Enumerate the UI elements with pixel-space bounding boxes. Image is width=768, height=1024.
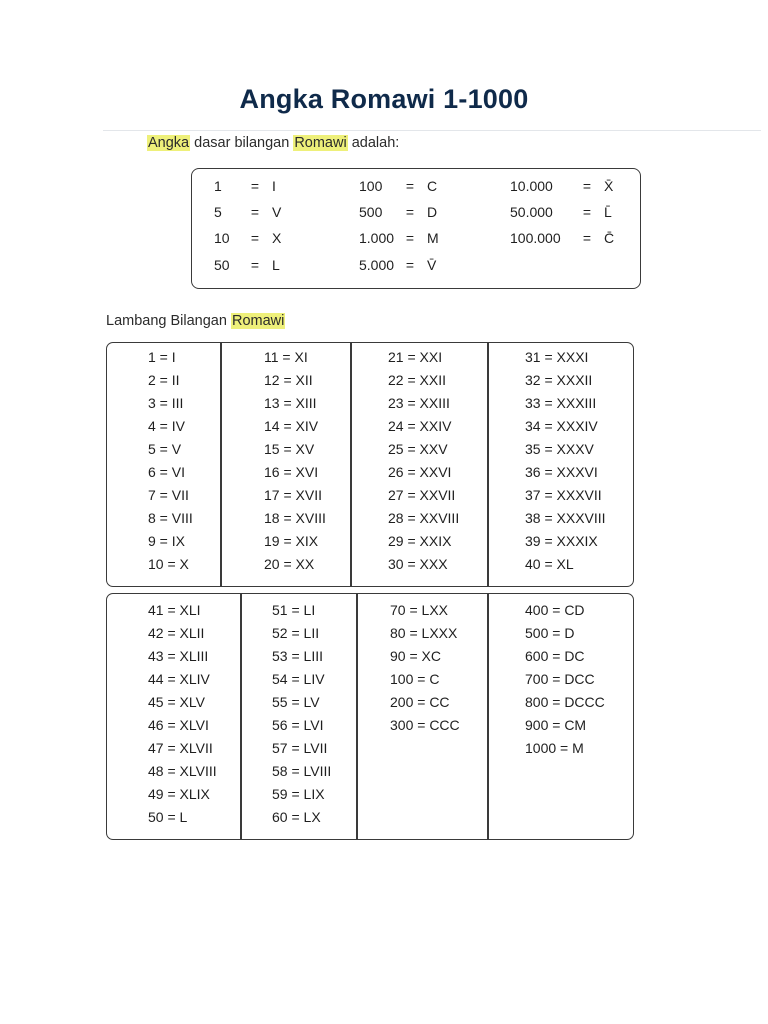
numeral-entry: 25 = XXV — [388, 441, 448, 457]
arabic-number: 50 — [214, 257, 230, 273]
basic-numbers-box — [191, 168, 641, 289]
numeral-entry: 80 = LXXX — [390, 625, 458, 641]
numeral-entry: 18 = XVIII — [264, 510, 326, 526]
column-divider — [487, 594, 489, 839]
numeral-entry: 13 = XIII — [264, 395, 317, 411]
numeral-entry: 2 = II — [148, 372, 180, 388]
equals-sign: = — [405, 204, 415, 220]
numeral-entry: 24 = XXIV — [388, 418, 452, 434]
equals-sign: = — [250, 230, 260, 246]
numeral-entry: 32 = XXXII — [525, 372, 593, 388]
numeral-entry: 34 = XXXIV — [525, 418, 598, 434]
numeral-entry: 22 = XXII — [388, 372, 446, 388]
arabic-number: 100.000 — [510, 230, 561, 246]
numeral-entry: 11 = XI — [264, 349, 308, 365]
arabic-number: 10.000 — [510, 178, 553, 194]
section-label-text: Lambang Bilangan — [106, 313, 231, 329]
numeral-entry: 70 = LXX — [390, 602, 448, 618]
numeral-entry: 20 = XX — [264, 556, 315, 572]
numeral-entry: 50 = L — [148, 809, 188, 825]
numeral-entry: 12 = XII — [264, 372, 313, 388]
numeral-entry: 90 = XC — [390, 648, 441, 664]
roman-numeral: I — [272, 178, 276, 194]
numeral-entry: 4 = IV — [148, 418, 185, 434]
roman-numeral: X̄ — [604, 178, 614, 194]
numeral-entry: 400 = CD — [525, 602, 585, 618]
numeral-entry: 58 = LVIII — [272, 763, 332, 779]
numeral-entry: 700 = DCC — [525, 671, 595, 687]
basic-numeral-entry — [359, 257, 436, 273]
numeral-entry: 40 = XL — [525, 556, 574, 572]
title-divider — [103, 130, 761, 131]
numeral-entry: 15 = XV — [264, 441, 315, 457]
numeral-entry: 26 = XXVI — [388, 464, 452, 480]
equals-sign: = — [405, 257, 415, 273]
numeral-entry: 5 = V — [148, 441, 182, 457]
numeral-entry: 37 = XXXVII — [525, 487, 602, 503]
numeral-entry: 1000 = M — [525, 740, 584, 756]
arabic-number: 500 — [359, 204, 383, 220]
basic-numeral-entry — [510, 204, 612, 220]
section-label — [106, 313, 285, 329]
numeral-entry: 7 = VII — [148, 487, 189, 503]
numeral-entry: 39 = XXXIX — [525, 533, 598, 549]
numeral-entry: 59 = LIX — [272, 786, 325, 802]
numeral-entry: 100 = C — [390, 671, 440, 687]
equals-sign: = — [250, 257, 260, 273]
roman-numeral: D — [427, 204, 438, 220]
arabic-number: 1.000 — [359, 230, 395, 246]
roman-numeral: L — [272, 257, 280, 273]
roman-numeral: L̄ — [604, 204, 612, 220]
column-divider — [356, 594, 358, 839]
roman-numeral: M — [427, 230, 439, 246]
roman-numeral: X — [272, 230, 282, 246]
numeral-entry: 10 = X — [148, 556, 189, 572]
numeral-entry: 8 = VIII — [148, 510, 193, 526]
numeral-entry: 49 = XLIX — [148, 786, 210, 802]
roman-numeral: C̄ — [604, 230, 615, 246]
numeral-entry: 36 = XXXVI — [525, 464, 598, 480]
basic-numeral-entry — [214, 257, 280, 273]
numeral-entry: 38 = XXXVIII — [525, 510, 606, 526]
arabic-number: 50.000 — [510, 204, 553, 220]
roman-table-41-1000 — [106, 593, 634, 840]
numeral-entry: 48 = XLVIII — [148, 763, 217, 779]
numeral-entry: 23 = XXIII — [388, 395, 450, 411]
basic-numeral-entry — [214, 204, 281, 220]
page-title: Angka Romawi 1-1000 — [239, 84, 529, 114]
numeral-entry: 45 = XLV — [148, 694, 205, 710]
arabic-number: 5.000 — [359, 257, 395, 273]
basic-numeral-entry — [359, 204, 437, 220]
column-divider — [350, 343, 352, 586]
intro-highlight-angka: Angka — [148, 135, 190, 151]
section-label-highlight: Romawi — [231, 313, 285, 329]
numeral-entry: 53 = LIII — [272, 648, 323, 664]
numeral-entry: 57 = LVII — [272, 740, 328, 756]
equals-sign: = — [405, 178, 415, 194]
column-divider — [240, 594, 242, 839]
numeral-entry: 9 = IX — [148, 533, 185, 549]
numeral-entry: 30 = XXX — [388, 556, 448, 572]
numeral-entry: 31 = XXXI — [525, 349, 589, 365]
basic-numeral-entry — [359, 230, 439, 246]
numeral-entry: 44 = XLIV — [148, 671, 210, 687]
basic-numeral-entry — [510, 178, 613, 194]
numeral-entry: 56 = LVI — [272, 717, 324, 733]
numeral-entry: 33 = XXXIII — [525, 395, 597, 411]
roman-numeral: V — [272, 204, 282, 220]
numeral-entry: 3 = III — [148, 395, 184, 411]
numeral-entry: 1 = I — [148, 349, 176, 365]
arabic-number: 5 — [214, 204, 222, 220]
intro-highlight-romawi: Romawi — [294, 135, 347, 151]
numeral-entry: 43 = XLIII — [148, 648, 209, 664]
numeral-entry: 14 = XIV — [264, 418, 319, 434]
numeral-entry: 28 = XXVIII — [388, 510, 460, 526]
numeral-entry: 46 = XLVI — [148, 717, 209, 733]
numeral-entry: 41 = XLI — [148, 602, 201, 618]
basic-numeral-entry — [214, 230, 281, 246]
intro-text-part1: dasar bilangan — [190, 135, 294, 151]
numeral-entry: 60 = LX — [272, 809, 321, 825]
numeral-entry: 17 = XVII — [264, 487, 322, 503]
numeral-entry: 900 = CM — [525, 717, 587, 733]
equals-sign: = — [250, 178, 260, 194]
basic-numeral-entry — [214, 178, 276, 194]
numeral-entry: 47 = XLVII — [148, 740, 213, 756]
numeral-entry: 600 = DC — [525, 648, 585, 664]
arabic-number: 1 — [214, 178, 222, 194]
numeral-entry: 35 = XXXV — [525, 441, 594, 457]
equals-sign: = — [250, 204, 260, 220]
roman-table-1-40 — [106, 342, 634, 587]
column-divider — [220, 343, 222, 586]
numeral-entry: 19 = XIX — [264, 533, 319, 549]
column-divider — [487, 343, 489, 586]
intro-text-part2: adalah: — [347, 135, 400, 151]
numeral-entry: 55 = LV — [272, 694, 320, 710]
numeral-entry: 16 = XVI — [264, 464, 319, 480]
numeral-entry: 51 = LI — [272, 602, 316, 618]
basic-numeral-entry — [359, 178, 437, 194]
equals-sign: = — [582, 204, 592, 220]
numeral-entry: 800 = DCCC — [525, 694, 605, 710]
numeral-entry: 42 = XLII — [148, 625, 205, 641]
numeral-entry: 300 = CCC — [390, 717, 460, 733]
numeral-entry: 27 = XXVII — [388, 487, 456, 503]
numeral-entry: 52 = LII — [272, 625, 320, 641]
equals-sign: = — [582, 178, 592, 194]
numeral-entry: 6 = VI — [148, 464, 185, 480]
equals-sign: = — [405, 230, 415, 246]
equals-sign: = — [582, 230, 592, 246]
arabic-number: 10 — [214, 230, 230, 246]
numeral-entry: 54 = LIV — [272, 671, 325, 687]
arabic-number: 100 — [359, 178, 383, 194]
numeral-entry: 21 = XXI — [388, 349, 443, 365]
numeral-entry: 29 = XXIX — [388, 533, 452, 549]
numeral-entry: 200 = CC — [390, 694, 450, 710]
roman-numeral: V̄ — [427, 257, 437, 273]
basic-numeral-entry — [510, 230, 614, 246]
roman-numeral: C — [427, 178, 438, 194]
numeral-entry: 500 = D — [525, 625, 575, 641]
intro-text — [147, 135, 399, 151]
